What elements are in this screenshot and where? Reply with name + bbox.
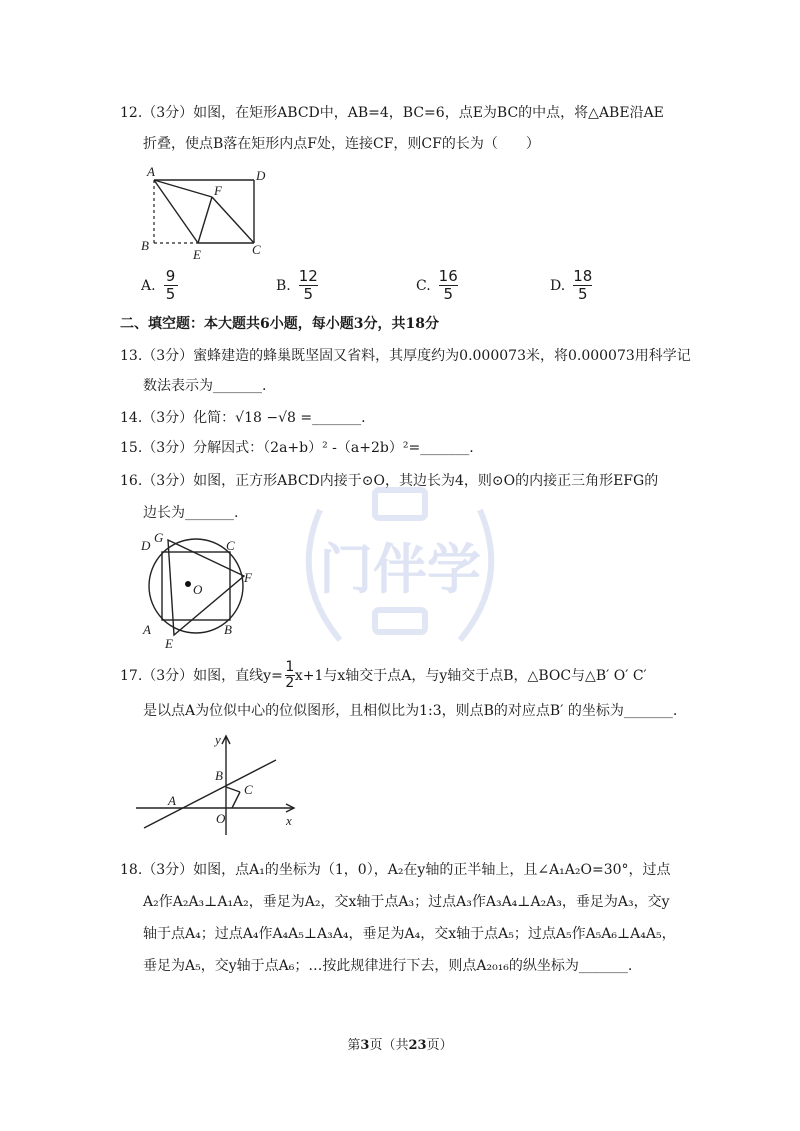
q12-option-a-fraction [164, 268, 178, 303]
q12-label-d: D [256, 168, 266, 183]
watermark-text: 门伴学 [319, 538, 481, 601]
watermark-emblem [280, 470, 520, 670]
q12-option-b-letter: B. [276, 277, 291, 294]
q17-line2: 是以点A为位似中心的位似图形，且相似比为1:3，则点B的对应点B′ 的坐标为_______. [143, 703, 678, 719]
q17-line1 [120, 660, 647, 691]
footer-suffix: 页） [426, 1038, 453, 1053]
q17-line1-suffix: x+1与x轴交于点A，与y轴交于点B，△BOC与△B′ O′ C′ [294, 667, 647, 684]
q17-label-x: x [286, 813, 292, 828]
q12-option-d-fraction [573, 268, 592, 303]
q12-option-a-letter: A. [141, 277, 156, 294]
q12-option-c-numerator: 16 [438, 267, 458, 285]
q12-line2: 折叠，使点B落在矩形内点F处，连接CF，则CF的长为（ ） [143, 136, 540, 152]
q12-option-c-denominator: 5 [443, 285, 453, 303]
q16-line1: 16.（3分）如图，正方形ABCD内接于⊙O，其边长为4，则⊙O的内接正三角形EFG的 [120, 473, 659, 489]
q16-line2: 边长为_______. [143, 505, 239, 521]
q16-label-g: G [154, 530, 164, 545]
footer-middle: 页（共 [369, 1038, 409, 1053]
q17-slope-denominator: 2 [285, 675, 295, 691]
q12-option-a-numerator: 9 [165, 267, 176, 285]
q12-option-b-numerator: 12 [298, 267, 318, 285]
q13-line2: 数法表示为_______. [143, 378, 267, 394]
q16-circle-figure [136, 526, 261, 651]
q12-option-d-denominator: 5 [577, 285, 588, 303]
footer-page-number: 3 [360, 1038, 370, 1053]
q13-line1: 13.（3分）蜜蜂建造的蜂巢既坚固又省料，其厚度约为0.000073米，将0.000073用科学记 [120, 348, 691, 364]
q17-line1-prefix: 17.（3分）如图，直线y= [120, 667, 283, 684]
q12-option-c-fraction [439, 268, 458, 303]
section-2-title: 二、填空题：本大题共6小题，每小题3分，共18分 [120, 316, 439, 332]
q12-option-b [276, 268, 318, 303]
q12-option-b-denominator: 5 [303, 285, 314, 303]
q18-line4: 垂足为A₅，交y轴于点A₆；…按此规律进行下去，则点A₂₀₁₆的纵坐标为_______. [143, 958, 633, 974]
footer-prefix: 第 [347, 1038, 361, 1053]
q12-label-b: B [141, 238, 149, 253]
q12-option-d-letter: D. [550, 277, 566, 294]
q16-label-b: B [224, 622, 232, 637]
q17-label-c: C [244, 782, 253, 797]
q16-label-f: F [244, 570, 252, 585]
q17-label-b: B [215, 768, 223, 783]
q12-label-f: F [214, 183, 222, 198]
q18-line1: 18.（3分）如图，点A₁的坐标为（1，0），A₂在y轴的正半轴上，且∠A₁A₂O=30°，过点 [120, 862, 671, 878]
q17-coordinate-figure [136, 730, 306, 840]
q17-label-y: y [215, 732, 221, 747]
footer-total-pages: 23 [408, 1038, 427, 1053]
q12-label-e: E [193, 247, 201, 262]
q18-line2: A₂作A₂A₃⊥A₁A₂，垂足为A₂，交x轴于点A₃；过点A₃作A₃A₄⊥A₂A₃，垂足为A₃，交y [143, 894, 670, 910]
q16-label-o: O [193, 582, 203, 597]
q12-label-c: C [252, 242, 261, 257]
q12-option-b-fraction [299, 268, 318, 303]
q12-option-a [141, 268, 178, 303]
q12-option-a-denominator: 5 [165, 285, 176, 303]
q12-option-c [416, 268, 458, 303]
q12-line1: 12.（3分）如图，在矩形ABCD中，AB=4，BC=6，点E为BC的中点，将△ABE沿AE [120, 105, 664, 121]
q12-label-a: A [147, 164, 155, 179]
q12-option-c-letter: C. [416, 277, 431, 294]
q14-text: 14.（3分）化简：√18 −√8 =_______. [120, 410, 366, 426]
q16-label-e: E [165, 636, 173, 651]
q17-label-a: A [168, 793, 176, 808]
q16-label-c: C [226, 538, 235, 553]
q16-label-d: D [141, 538, 151, 553]
q17-label-o: O [216, 811, 226, 826]
q17-slope-numerator: 1 [285, 659, 295, 675]
q16-label-a: A [143, 622, 151, 637]
q12-option-d [550, 268, 592, 303]
page-footer [0, 1034, 800, 1053]
q12-rectangle-figure [136, 160, 271, 265]
q18-line3: 轴于点A₄；过点A₄作A₄A₅⊥A₃A₄，垂足为A₄，交x轴于点A₅；过点A₅作A₅A₆⊥A₄A₅， [143, 926, 676, 942]
q17-slope-fraction [285, 660, 295, 691]
q15-text: 15.（3分）分解因式：（2a+b）² -（a+2b）²=_______. [120, 440, 474, 456]
q12-option-d-numerator: 18 [573, 267, 593, 285]
